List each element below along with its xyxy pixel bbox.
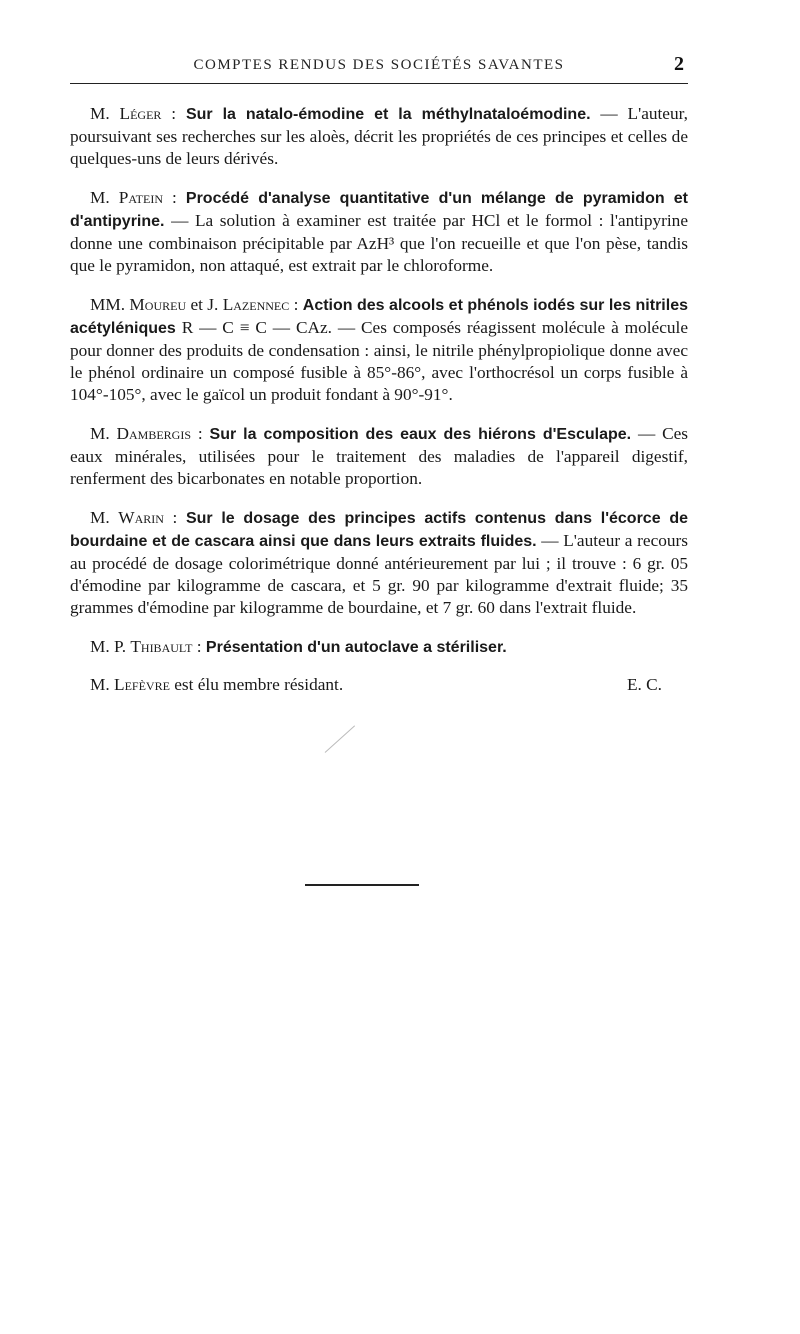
author-name: Dambergis <box>116 424 192 443</box>
stray-pen-mark <box>325 725 355 753</box>
separator: : <box>191 424 210 443</box>
author-name: Thibault <box>130 637 193 656</box>
entry-text: — L'auteur a recours au procédé de dosage colorimétrique donné antérieurement par lui ; il trouve : 6 gr. 05 d'émodine par kilogramme de cascara, et 5 gr. 90 par kilogramme d'extrait fluide; 35 grammes d'émodine par kilogramme de bourdaine, et 7 gr. 60 dans l'extrait fluide. <box>70 531 689 617</box>
page-header <box>70 55 688 84</box>
entry-thibault <box>70 636 688 659</box>
closing-prefix: M. <box>90 675 115 694</box>
author-name: Léger <box>119 104 162 123</box>
entry-prefix: M. <box>90 508 119 527</box>
entry-title: Sur la composition des eaux des hiérons d'Esculape. <box>209 426 632 443</box>
signature: E. C. <box>626 675 662 694</box>
entry-prefix: M. <box>90 424 117 443</box>
separator: : <box>289 295 303 314</box>
separator: : <box>161 104 186 123</box>
entry-title: Sur le dosage des principes actifs contenus dans l'écorce de bourdaine et de cascara ainsi que dans leurs extraits fluides. <box>70 510 689 550</box>
page-number: 2 <box>674 53 684 75</box>
closing-text <box>70 674 343 696</box>
section-end-rule <box>305 884 419 886</box>
entry-text: — Ces eaux minérales, utilisées pour le traitement des maladies de l'appareil digestif, renferment des bicarbonates en notable proportion. <box>70 424 688 488</box>
author-name: Patein <box>118 188 164 207</box>
running-title: COMPTES RENDUS DES SOCIÉTÉS SAVANTES <box>193 57 565 73</box>
page-body <box>70 103 688 696</box>
entry-title: Procédé d'analyse quantitative d'un mélange de pyramidon et d'antipyrine. <box>70 190 688 230</box>
entry-title: Action des alcools et phénols iodés sur les nitriles acétyléniques <box>70 297 688 337</box>
entry-prefix: M. <box>90 104 120 123</box>
author-name: Moureu <box>129 295 187 314</box>
entry-title: Sur la natalo-émodine et la méthylnataloémodine. <box>185 106 591 123</box>
entry-leger <box>70 103 688 170</box>
closing-line <box>70 674 688 696</box>
author-joiner: et J. <box>186 295 223 314</box>
separator: : <box>163 508 186 527</box>
entry-prefix: M. <box>90 188 119 207</box>
entry-text: — La solution à examiner est traitée par HCl et le formol : l'antipyrine donne une combinaison précipitable par AzH³ que l'on recueille et que l'on pèse, tandis que le pyramidon, non attaqué, est extrait par le chloroforme. <box>70 211 688 275</box>
separator: : <box>192 637 206 656</box>
closing-body: est élu membre résidant. <box>169 675 344 694</box>
chemical-formula: R — C ≡ C — CAz. <box>175 318 332 337</box>
entry-moureu-lazennec <box>70 294 688 406</box>
separator: : <box>163 188 186 207</box>
author-name: Lefèvre <box>114 675 170 694</box>
entry-text: — L'auteur, poursuivant ses recherches sur les aloès, décrit les propriétés de ces principes et celles de quelques-uns de leurs dérivés. <box>70 104 688 168</box>
author-name: Warin <box>118 508 164 527</box>
entry-dambergis <box>70 423 688 490</box>
author-name-2: Lazennec <box>222 295 290 314</box>
entry-patein <box>70 187 688 277</box>
entry-title: Présentation d'un autoclave a stériliser. <box>205 639 507 656</box>
entry-text: — Ces composés réagissent molécule à molécule pour donner des produits de condensation : ainsi, le nitrile phénylpropiolique donne avec le phénol ordinaire un composé fusible à 85°-86°, avec l'orthocrésol un corps fusible à 104°-105°, avec le gaïcol un produit fondant à 90°-91°. <box>70 318 688 404</box>
entry-warin <box>70 507 688 619</box>
entry-prefix: M. P. <box>90 637 131 656</box>
entry-prefix: MM. <box>90 295 130 314</box>
